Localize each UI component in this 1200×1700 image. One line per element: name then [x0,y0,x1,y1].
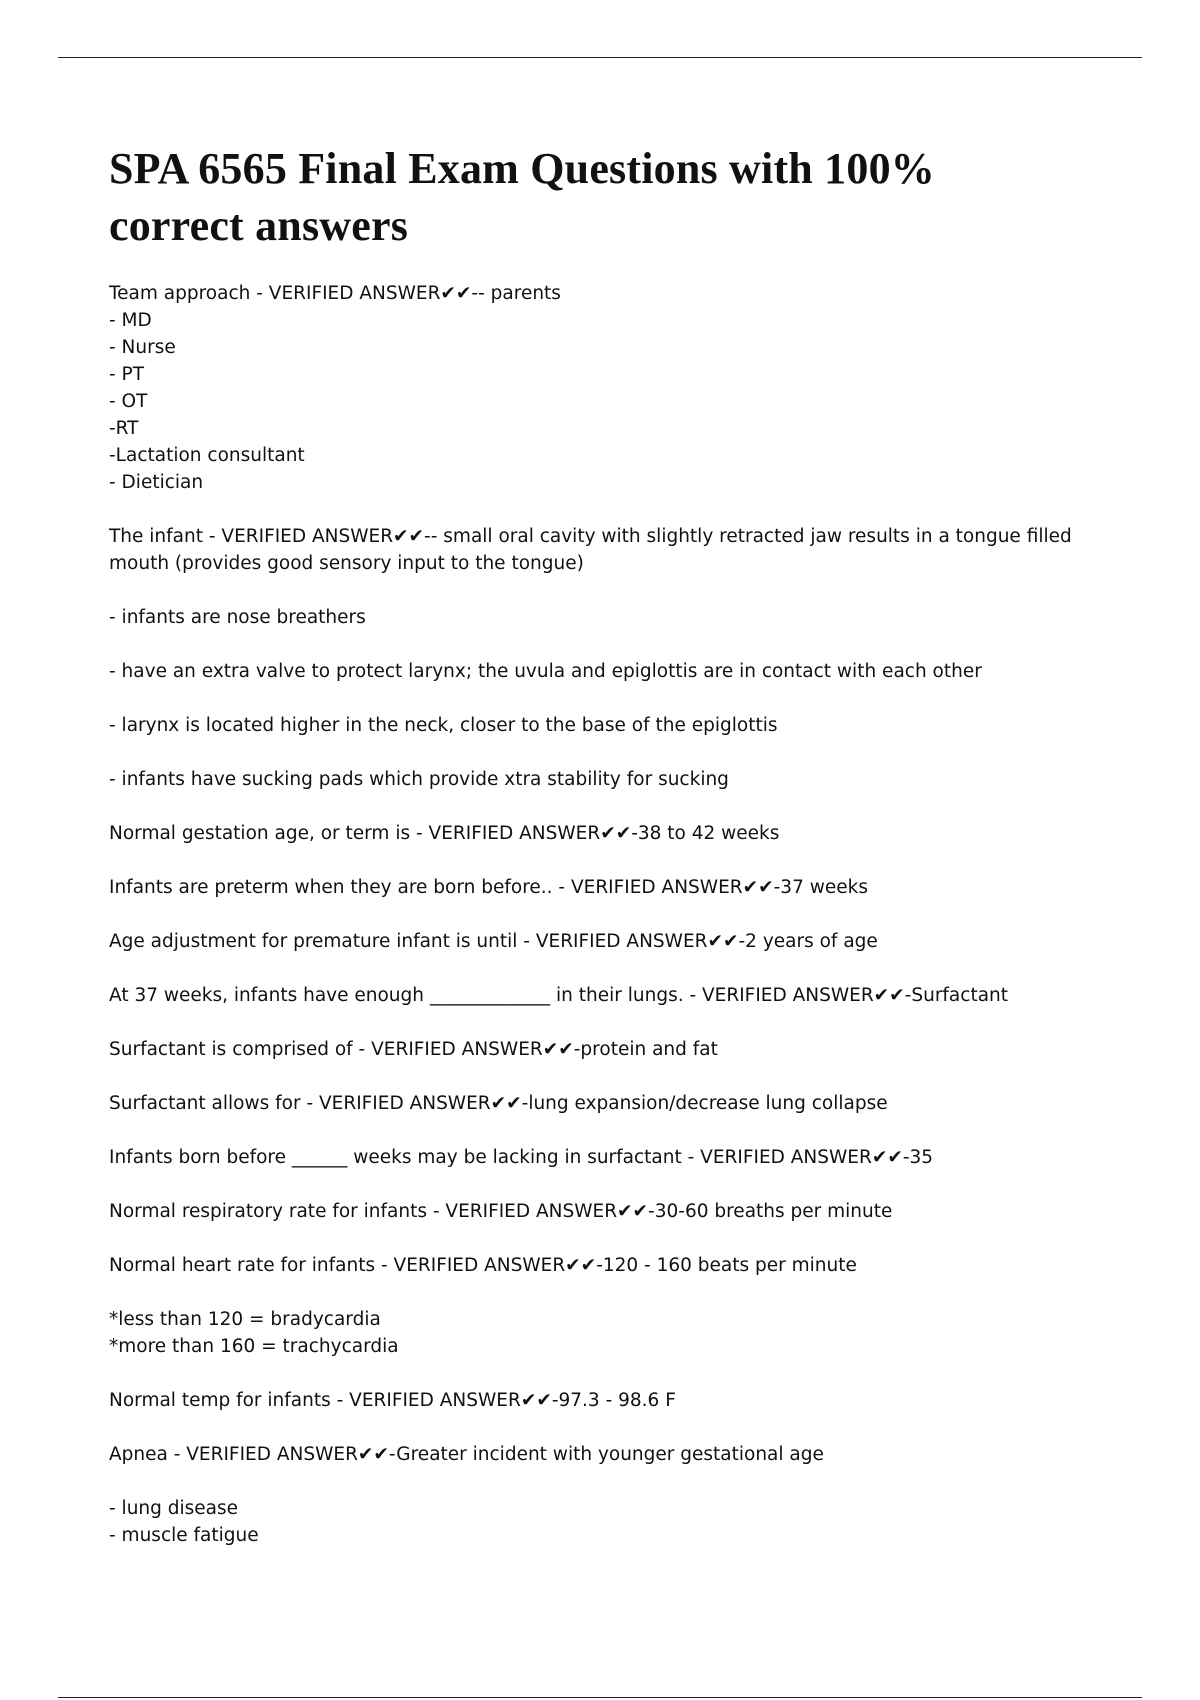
text-line: Normal respiratory rate for infants - VERIFIED ANSWER✔✔-30-60 breaths per minute [109,1201,893,1222]
question-block [109,928,1099,955]
question-block [109,523,1099,577]
text-line: *more than 160 = trachycardia [109,1336,399,1357]
text-line: - MD [109,310,152,331]
title-line: SPA 6565 Final Exam Questions with 100% [109,144,935,193]
question-block [109,1306,1099,1360]
text-line: - PT [109,364,145,385]
text-line: - OT [109,391,148,412]
text-line: mouth (provides good sensory input to the tongue) [109,553,584,574]
question-block [109,1090,1099,1117]
question-block [109,1144,1099,1171]
text-line: Surfactant is comprised of - VERIFIED ANSWER✔✔-protein and fat [109,1039,718,1060]
text-line: - lung disease [109,1498,239,1519]
text-line: Normal gestation age, or term is - VERIFIED ANSWER✔✔-38 to 42 weeks [109,823,780,844]
question-block [109,712,1099,739]
question-block [109,820,1099,847]
text-line: - muscle fatigue [109,1525,259,1546]
question-block [109,280,1099,496]
text-line: - have an extra valve to protect larynx; the uvula and epiglottis are in contact with each other [109,661,982,682]
text-line: Team approach - VERIFIED ANSWER✔✔-- parents [109,283,561,304]
document-body [109,140,1099,1576]
question-block [109,766,1099,793]
question-block [109,1441,1099,1468]
question-block [109,1252,1099,1279]
text-line: *less than 120 = bradycardia [109,1309,381,1330]
text-line: At 37 weeks, infants have enough _____________ in their lungs. - VERIFIED ANSWER✔✔-Surfactant [109,985,1009,1006]
text-line: - Nurse [109,337,176,358]
question-block [109,604,1099,631]
text-line: - Dietician [109,472,204,493]
text-line: - infants are nose breathers [109,607,366,628]
text-line: The infant - VERIFIED ANSWER✔✔-- small oral cavity with slightly retracted jaw results in a tongue filled [109,526,1072,547]
question-block [109,658,1099,685]
question-block [109,982,1099,1009]
title-line: correct answers [109,201,409,250]
text-line: Infants born before ______ weeks may be lacking in surfactant - VERIFIED ANSWER✔✔-35 [109,1147,934,1168]
text-line: Infants are preterm when they are born before.. - VERIFIED ANSWER✔✔-37 weeks [109,877,868,898]
text-line: Age adjustment for premature infant is until - VERIFIED ANSWER✔✔-2 years of age [109,931,878,952]
question-block [109,1036,1099,1063]
text-line: -RT [109,418,139,439]
text-line: Normal heart rate for infants - VERIFIED ANSWER✔✔-120 - 160 beats per minute [109,1255,857,1276]
question-block [109,874,1099,901]
document-title [109,140,1099,254]
text-line: Normal temp for infants - VERIFIED ANSWER✔✔-97.3 - 98.6 F [109,1390,676,1411]
bottom-rule [58,1697,1142,1698]
question-block [109,1198,1099,1225]
text-line: - larynx is located higher in the neck, closer to the base of the epiglottis [109,715,778,736]
question-block [109,1387,1099,1414]
text-line: Surfactant allows for - VERIFIED ANSWER✔✔-lung expansion/decrease lung collapse [109,1093,888,1114]
text-line: - infants have sucking pads which provide xtra stability for sucking [109,769,729,790]
question-list [109,280,1099,1549]
text-line: Apnea - VERIFIED ANSWER✔✔-Greater incident with younger gestational age [109,1444,824,1465]
text-line: -Lactation consultant [109,445,305,466]
question-block [109,1495,1099,1549]
top-rule [58,57,1142,58]
